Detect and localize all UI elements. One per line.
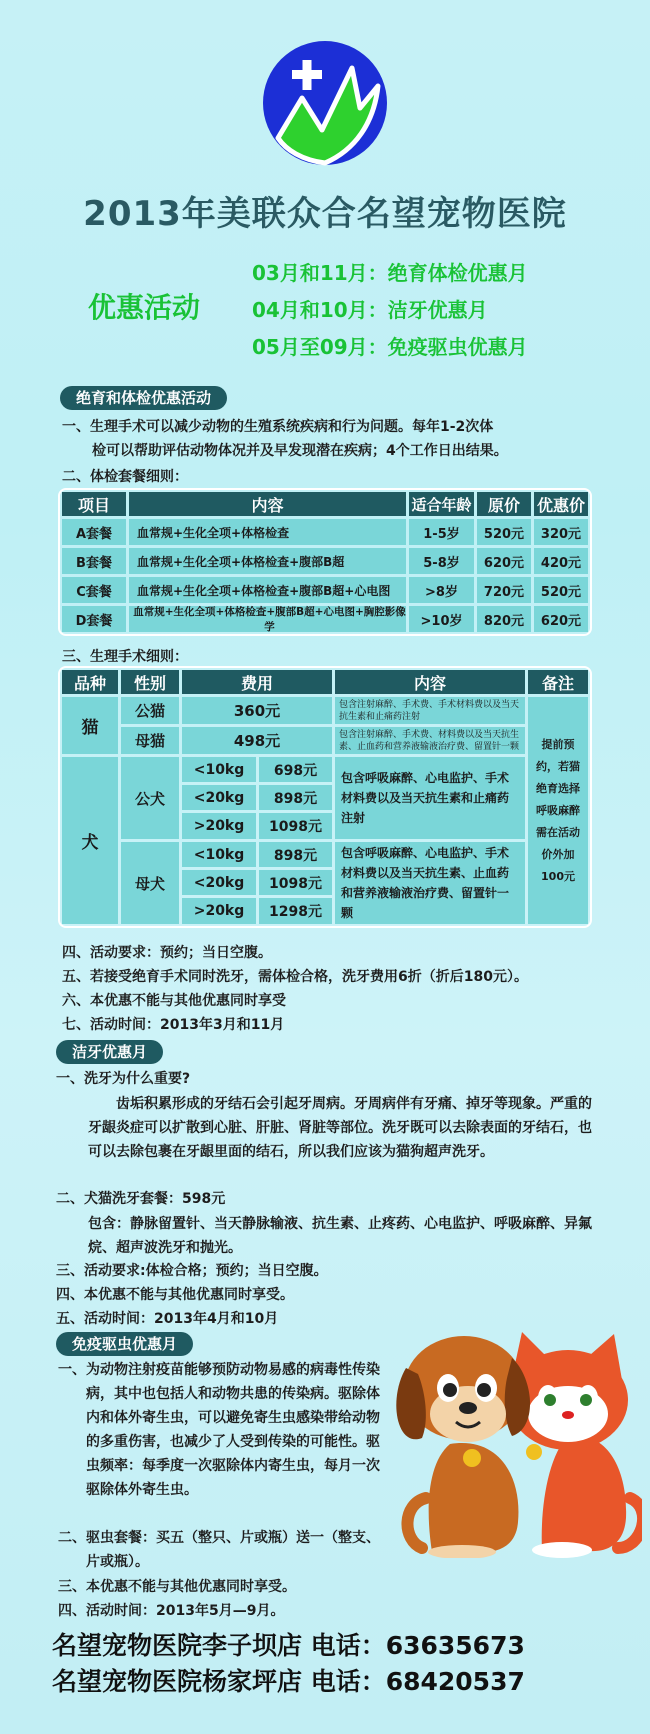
checkup-cell: 620元: [534, 606, 588, 632]
checkup-cell: >8岁: [409, 577, 474, 603]
checkup-cell: 1-5岁: [409, 519, 474, 545]
checkup-cell: 720元: [477, 577, 531, 603]
species-dog: 犬: [62, 757, 118, 924]
checkup-cell: 520元: [534, 577, 588, 603]
weight-cell: <20kg: [182, 785, 256, 810]
checkup-cell: 420元: [534, 548, 588, 574]
checkup-header-content: 内容: [129, 492, 406, 516]
main-title: 2013年美联众合名望宠物医院: [83, 194, 567, 234]
fee-cell: 1298元: [259, 898, 332, 924]
checkup-cell: A套餐: [62, 519, 126, 545]
dental-question: 一、洗牙为什么重要?: [56, 1071, 191, 1087]
sex-male-cat: 公猫: [121, 697, 179, 724]
surgery-header-sex: 性别: [121, 670, 179, 694]
dog-and-cat-illustration-icon: [392, 1318, 642, 1558]
fee-cell: 698元: [259, 757, 332, 782]
sex-male-dog: 公犬: [121, 757, 179, 839]
checkup-cell: 620元: [477, 548, 531, 574]
dental-rule: 五、活动时间：2013年4月和10月: [56, 1311, 279, 1327]
species-cat: 猫: [62, 697, 118, 754]
section-pill-vaccine: 免疫驱虫优惠月: [56, 1332, 193, 1356]
weight-cell: >20kg: [182, 898, 256, 924]
content-female-cat: 包含注射麻醉、手术费、材料费以及当天抗生素、止血药和营养液输液治疗费、留置针一颗: [335, 727, 525, 754]
dental-rule: 三、活动要求:体检合格；预约；当日空腹。: [56, 1263, 328, 1279]
sex-female-dog: 母犬: [121, 842, 179, 924]
vaccine-rule: 三、本优惠不能与其他优惠同时享受。: [58, 1579, 296, 1595]
weight-cell: <10kg: [182, 842, 256, 867]
section-pill-neuter: 绝育和体检优惠活动: [60, 386, 227, 410]
dental-rule: 四、本优惠不能与其他优惠同时享受。: [56, 1287, 294, 1303]
content-female-dog: 包含呼吸麻醉、心电监护、手术材料费以及当天抗生素、止血药和营养液输液治疗费、留置针一颗: [335, 842, 525, 924]
checkup-header-item: 项目: [62, 492, 126, 516]
promo-label: 优惠活动: [88, 291, 201, 324]
checkup-cell: D套餐: [62, 606, 126, 632]
fee-cell: 1098元: [259, 870, 332, 895]
sex-female-cat: 母猫: [121, 727, 179, 754]
hospital-logo-icon: [260, 38, 390, 168]
checkup-cell: C套餐: [62, 577, 126, 603]
vaccine-paragraph: 一、为动物注射疫苗能够预防动物易感的病毒性传染病，其中也包括人和动物共患的传染病。驱除体内和体外寄生虫，可以避免寄生虫感染带给动物的多重伤害，也减少了人受到传染的可能性。驱虫频率：每季度一次驱除体内寄生虫，每月一次驱除体外寄生虫。: [58, 1362, 380, 1498]
checkup-cell: 血常规+生化全项+体格检查: [129, 519, 406, 545]
deworm-package: 二、驱虫套餐：买五（整只、片或瓶）送一（整支、片或瓶）。: [58, 1530, 380, 1570]
rule-line: 七、活动时间：2013年3月和11月: [62, 1017, 285, 1033]
surgery-header-content: 内容: [335, 670, 525, 694]
surgery-header-fee: 费用: [182, 670, 332, 694]
rule-line: 五、若接受绝育手术同时洗牙，需体检合格，洗牙费用6折（折后180元）。: [62, 969, 528, 985]
surgery-subtitle: 三、生理手术细则：: [62, 649, 188, 665]
dental-package: 二、犬猫洗牙套餐：598元: [56, 1191, 226, 1207]
intro-line-2: 检可以帮助评估动物体况并及早发现潜在疾病；4个工作日出结果。: [92, 443, 508, 459]
footer-branch-1: 名望宠物医院李子坝店 电话：63635673: [52, 1631, 525, 1660]
checkup-cell: 5-8岁: [409, 548, 474, 574]
promo-line: 03月和11月：绝育体检优惠月: [252, 261, 528, 285]
checkup-header-discount: 优惠价: [534, 492, 588, 516]
checkup-cell: 820元: [477, 606, 531, 632]
content-male-dog: 包含呼吸麻醉、心电监护、手术材料费以及当天抗生素和止痛药注射: [335, 757, 525, 839]
checkup-cell: B套餐: [62, 548, 126, 574]
promo-line: 05月至09月：免疫驱虫优惠月: [252, 335, 528, 359]
checkup-cell: >10岁: [409, 606, 474, 632]
checkup-cell: 血常规+生化全项+体格检查+腹部B超+心电图+胸腔影像学: [129, 606, 406, 632]
promo-lines: [252, 255, 528, 366]
checkup-cell: 血常规+生化全项+体格检查+腹部B超+心电图: [129, 577, 406, 603]
fee-cell: 898元: [259, 842, 332, 867]
rule-line: 四、活动要求：预约；当日空腹。: [62, 945, 272, 961]
checkup-cell: 320元: [534, 519, 588, 545]
dental-package-detail: 包含：静脉留置针、当天静脉输液、抗生素、止疼药、心电监护、呼吸麻醉、异氟烷、超声波洗牙和抛光。: [88, 1216, 592, 1256]
checkup-subtitle: 二、体检套餐细则：: [62, 469, 188, 485]
weight-cell: >20kg: [182, 813, 256, 839]
surgery-header-species: 品种: [62, 670, 118, 694]
fee-male-cat: 360元: [182, 697, 332, 724]
checkup-header-price: 原价: [477, 492, 531, 516]
footer-branch-2: 名望宠物医院杨家坪店 电话：68420537: [52, 1667, 525, 1696]
surgery-header-remark: 备注: [528, 670, 588, 694]
checkup-cell: 血常规+生化全项+体格检查+腹部B超: [129, 548, 406, 574]
promo-line: 04月和10月：洁牙优惠月: [252, 298, 488, 322]
content-male-cat: 包含注射麻醉、手术费、手术材料费以及当天抗生素和止痛药注射: [335, 697, 525, 724]
weight-cell: <20kg: [182, 870, 256, 895]
fee-female-cat: 498元: [182, 727, 332, 754]
fee-cell: 898元: [259, 785, 332, 810]
dental-paragraph: 齿垢积累形成的牙结石会引起牙周病。牙周病伴有牙痛、掉牙等现象。严重的牙龈炎症可以扩散到心脏、肝脏、肾脏等部位。洗牙既可以去除表面的牙结石，也可以去除包裹在牙龈里面的结石，所以我们应该为猫狗超声洗牙。: [88, 1096, 592, 1160]
rule-line: 六、本优惠不能与其他优惠同时享受: [62, 993, 286, 1009]
vaccine-rule: 四、活动时间：2013年5月—9月。: [58, 1603, 285, 1619]
intro-line-1: 一、生理手术可以减少动物的生殖系统疾病和行为问题。每年1-2次体: [62, 419, 494, 435]
section-pill-dental: 洁牙优惠月: [56, 1040, 163, 1064]
weight-cell: <10kg: [182, 757, 256, 782]
checkup-cell: 520元: [477, 519, 531, 545]
surgery-remark: 提前预约，若猫绝育选择呼吸麻醉需在活动价外加100元: [528, 697, 588, 924]
checkup-header-age: 适合年龄: [409, 492, 474, 516]
fee-cell: 1098元: [259, 813, 332, 839]
